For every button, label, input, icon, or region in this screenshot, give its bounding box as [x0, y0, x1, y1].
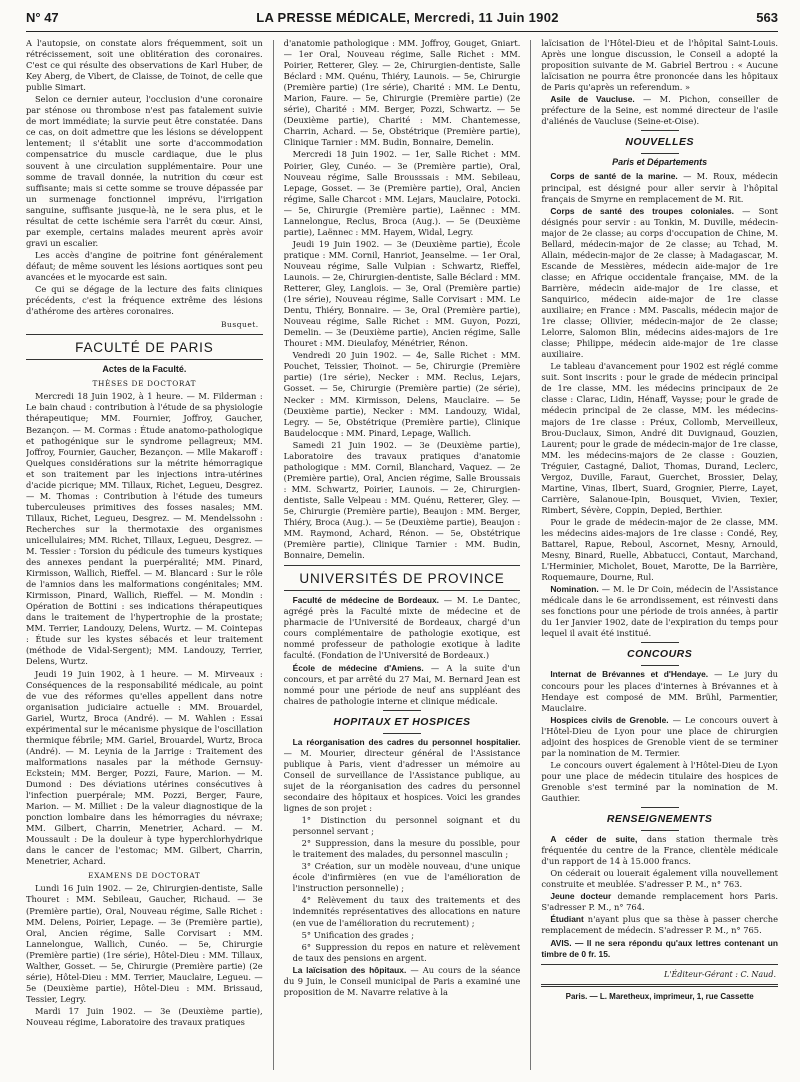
editeur-gerant: L'Éditeur-Gérant : C. Naud.: [663, 969, 776, 979]
avis-notice: AVIS. — Il ne sera répondu qu'aux lettres contenant un timbre de 0 fr. 15.: [541, 937, 778, 959]
nouvelles-text: Le tableau d'avancement pour 1902 est réglé comme suit. Sont inscrits : pour le grade de médecin principal de 1re classe, MM. les médecins principaux de 2e classe : Clarac, Lidin, Hénaff, Vaysse; pour le grade de médecin principal de 2e classe, MM. les médecins-majors de 1re classe : Préux, Collomb, Merveilleux, Brou-Duclaux, Simon, André dit Duvignaud, Gouzien, Laurent; pour le grade de médecin-major de 1re classe, MM. les médecins-majors de 2e classe : Gouzien, Tréguier, Castagné, Daliot, Thomas, Durand, Leclerc, Vergoz, Duville, Faraut, Guerchet, Brossier, Delay, Martine, Vinas, Ilbert, Suard, Grognier, Pierre, Layet, Carrière, Salanoue-Ipin, Bousquet, Vivien, Texier, Rimbert, Sévère, Coppin, Depied, Berthier.: [541, 361, 778, 515]
intro-paragraph: Ce qui se dégage de la lecture des faits cliniques précédents, c'est la fréquence extrême des lésions d'athérome des artères coronaires.: [26, 284, 263, 317]
section-title-universites: UNIVERSITÉS DE PROVINCE: [299, 571, 505, 587]
section-title-renseignements: RENSEIGNEMENTS: [606, 813, 713, 826]
column-3: [541, 38, 778, 1078]
small-divider: [641, 130, 679, 131]
subsection-paris-departements: Paris et Départements: [612, 157, 708, 168]
intro-paragraph: Les accès d'angine de poitrine font généralement défaut; de même souvent les lésions aortiques sont peu avancées et le myocarde est sain.: [26, 249, 263, 282]
renseignement-label: Étudiant: [550, 914, 584, 925]
small-divider: [641, 830, 679, 831]
examens-day: Samedi 21 Juin 1902. — 3e (Deuxième partie), Laboratoire des travaux pratiques d'anatomie pathologique : MM. Cornil, Blanchard, Vaquez. — 2e (Première partie), Oral, Ancien régime, Salle Broussais : MM. Schwartz, Poirier, Launois. — 2e, Chirurgien-dentiste, Salle Velpeau : MM. Quénu, Retterer, Gley. — 5e, Chirurgie (Première partie), Beaujon : MM. Berger, Thiéry, Broca (Aug.). — 5e (Deuxième partie), Beaujon : MM. Raymond, Achard, Rénon. — 5e, Obstétrique (Première partie), Clinique Tarnier : MM. Budin, Bonnaire, Demelin.: [283, 439, 521, 561]
column-divider: [273, 40, 274, 1070]
univ-text: — A la suite d'un concours, et par arrêté du 27 Mai, M. Bernard Jean est nommé pour une période de neuf ans suppléant des chaires de pathologie interne et clinique médicale.: [283, 662, 521, 706]
univ-label: Faculté de médecine de Bordeaux.: [292, 595, 439, 606]
small-divider: [641, 642, 679, 643]
reorg-item: 3° Création, sur un modèle nouveau, d'une unique école d'infirmières (en vue de l'amélioration de l'instruction personnelle) ;: [292, 861, 521, 894]
nouvelles-text: — M. Roux, médecin principal, est désigné pour aller servir à l'hôpital français de Smyrne en remplacement de M. Rit.: [541, 171, 778, 204]
examens-heading: EXAMENS DE DOCTORAT: [88, 871, 201, 881]
reorg-item: 2° Suppression, dans la mesure du possible, pour le traitement des malades, du personnel masculin ;: [292, 838, 521, 860]
concours-text: Le concours ouvert également à l'Hôtel-Dieu de Lyon pour une place de médecin titulaire des hospices de Grenoble s'est terminé par la nomination de M. Gauthier.: [541, 759, 778, 803]
concours-text: — Le concours ouvert à l'Hôtel-Dieu de Lyon pour une place de chirurgien adjoint des hospices de Grenoble vient de se terminer par la nomination de M. Termier.: [541, 714, 778, 758]
nouvelles-text: — M. le Dr Coin, médecin de l'Assistance médicale dans le 6e arrondissement, est réinvesti dans ses fonctions pour une période de trois années, à partir du 1er Janvier 1902, date de l'expiration du temps pour lequel il avait été institué.: [541, 584, 778, 639]
issue-number: N° 47: [26, 10, 59, 25]
subsection-title-actes: Actes de la Faculté.: [102, 364, 187, 375]
renseignement-text: On céderait ou louerait également villa nouvellement construite et meublée. S'adresser P. M., n° 763.: [541, 868, 778, 890]
concours-label: Hospices civils de Grenoble.: [550, 714, 669, 725]
theses-heading: THÈSES DE DOCTORAT: [92, 379, 197, 389]
examens-day: Vendredi 20 Juin 1902. — 4e, Salle Richet : MM. Pouchet, Teissier, Thoinot. — 5e, Chirurgie (Première partie) (1re série), Necker : MM. Reclus, Lejars, Gosset. — 5e, Chirurgie (Première partie) (2e série), Necker : MM. Kirmisson, Delens, Mauclaire. — 5e (Deuxième partie), Necker : MM. Landouzy, Widal, Legry. — 5e, Obstétrique (Première partie), Clinique Baudelocque : MM. Pinard, Lepage, Wallich.: [283, 350, 521, 438]
renseignement-text: n'ayant plus que sa thèse à passer cherche remplacement de médecin. S'adresser P. M., n° 765.: [541, 914, 778, 936]
concours-label: Internat de Brévannes et d'Hendaye.: [550, 669, 709, 680]
univ-text: — M. Le Dantec, agrégé près la Faculté mixte de médecine et de pharmacie de l'Université de Bordeaux, chargé d'un cours complémentaire de pathologie exotique, est nommé professeur de pathologie exotique à ladite faculté. (Fondation de l'Université de Bordeaux.): [283, 595, 521, 661]
small-divider: [383, 710, 421, 711]
nouvelles-text: Pour le grade de médecin-major de 2e classe, MM. les médecins aides-majors de 1re classe : Condé, Rey, Battarel, Rapue, Reboul, Ascornet, Mesny, Arnould, Mesny, Binard, Ruelle, Abbatucci, Contaut, Marchand, L'Herminier, Micholet, Bouet, Marotte, De la Barrière, Roquemaure, Dourne, Rul.: [541, 516, 778, 583]
theses-paragraph: Jeudi 19 Juin 1902, à 1 heure. — M. Mirveaux : Conséquences de la responsabilité médicale, au point de vue des réformes qu'elles appellent dans notre organisation judiciaire actuelle : MM. Brouardel, Gariel, Wurtz, Broca (André). — M. Wahlen : Essai expérimental sur le mécanisme physique de l'oscillation thermique fébrile; MM. Gariel, Brouardel, Wurtz, Broca (André). — M. Leynia de la Jarrige : Traitement des malformations nasales par la méthode Gernsuy-Eckstein; MM. Berger, Pozzi, Faure, Marion. — M. Dumond : Des déviations utérines consécutives à l'infection puerpérale; MM. Pozzi, Berger, Faure, Marion. — M. Milliet : De la valeur diagnostique de la ponction lombaire dans les hémorragies du névraxe; MM. Gilbert, Charrin, Menetrier, Achard. — M. Moussault : De la douleur à type hyperchlorhydrique dans le cancer de l'estomac; MM. Gilbert, Charrin, Menetrier, Achard.: [26, 668, 263, 867]
nouvelles-text: — Sont désignés pour servir : au Tonkin, M. Duville, médecin-major de 2e classe; au corps d'occupation de Chine, M. Bellard, médecin-major de 2e classe; au Tchad, M. Allain, médecin-major de 2e classe; à Madagascar, M. Escande de Messières, médecin aide-major de 1re classe; en Afrique occidentale française, MM. de la Barrière, médecin aide-major de 1re classe, et Sanquirico, médecin aide-major de 1re classe auxiliaire; en France : MM. Pascalis, médecin major de 1re classe; Ollivier, médecin-major de 2e classe; Lelorre, Salomon Blin, médecins aides-majors de 1re classe; Philippe, médecin aide-major de 1re classe auxiliaire.: [541, 205, 778, 360]
journal-title: LA PRESSE MÉDICALE, Mercredi, 11 Juin 1902: [256, 10, 559, 25]
nouvelles-label: Corps de santé des troupes coloniales.: [550, 205, 734, 216]
small-divider: [383, 733, 421, 734]
renseignement-text: dans station thermale très fréquentée du centre de la France, clientèle médicale d'un rapport de 14 à 15.000 francs.: [541, 834, 778, 867]
examens-day: Mercredi 18 Juin 1902. — 1er, Salle Richet : MM. Poirier, Gley, Cunéo. — 3e (Première partie), Oral, Nouveau régime, Salle Brousssais : MM. Sebileau, Lepage, Gosset. — 3e (Première partie), Oral, Ancien régime, Salle Charcot : MM. Lejars, Mauclaire, Potocki. — 5e, Chirurgie (Première partie), Laënnec : MM. Lannelongue, Reclus, Broca (Aug.). — 5e (Deuxième partie), Laënnec : MM. Hayem, Widal, Legry.: [283, 149, 521, 237]
column-2: [284, 38, 521, 1078]
nouvelles-label: Nomination.: [550, 584, 599, 595]
laicisation-label: La laïcisation des hôpitaux.: [292, 964, 407, 975]
reorg-text: — M. Mourier, directeur général de l'Assistance publique à Paris, vient d'adresser un mémoire au Conseil de surveillance de l'Assistance publique, au sujet de la réorganisation des cadres du personnel secondaire des hôpitaux et hospices. Voici les grandes lignes de son projet :: [283, 747, 521, 814]
column-divider: [530, 40, 531, 1070]
printer-line: Paris. — L. Maretheux, imprimeur, 1, rue Cassette: [565, 991, 754, 1001]
reorg-label: La réorganisation des cadres du personnel hospitalier.: [292, 736, 521, 747]
examens-paragraph: Lundi 16 Juin 1902. — 2e, Chirurgien-dentiste, Salle Thouret : MM. Sebileau, Gaucher, Richaud. — 3e (Première partie), Oral, Nouveau régime, Salle Richet : MM. Delens, Poirier, Lepage. — 3e (Première partie), Oral, Ancien régime, Salle Corvisart : MM. Lannelongue, Wallich, Cunéo. — 5e, Chirurgie (Première partie) (1re série), Hôtel-Dieu : MM. Tillaux, Walther, Gosset. — 5e, Chirurgie (Première partie) (2e série), Hôtel-Dieu : MM. Terrier, Mauclaire, Legueu. — 5e (Deuxième partie), Hôtel-Dieu : MM. Brissaud, Tessier, Legry.: [26, 883, 263, 1004]
small-divider: [641, 665, 679, 666]
vaucluse-label: Asile de Vaucluse.: [550, 94, 635, 105]
three-column-body: [26, 38, 778, 1078]
section-title-nouvelles: NOUVELLES: [625, 136, 694, 149]
article-signature: Busquet.: [221, 320, 259, 330]
examens-continuation: d'anatomie pathologique : MM. Joffroy, Gouget, Gniart. — 1er Oral, Nouveau régime, Salle Richet : MM. Poirier, Retterer, Gley. — 2e, Chirurgien-dentiste, Salle Béclard : MM. Quénu, Thiéry, Launois. — 5e, Chirurgie (Première partie) (1re série), Charité : MM. Le Dentu, Marion, Faure. — 5e, Chirurgie (Première partie) (2e série), Charité : MM. Berger, Pozzi, Schwartz. — 5e (Deuxième partie), Charité : MM. Chantemesse, Charrin, Achard. — 5e, Obstétrique (Première partie), Clinique Tarnier : MM. Budin, Bonnaire, Demelin.: [283, 38, 521, 148]
section-divider: [284, 565, 521, 566]
renseignement-label: Jeune docteur: [550, 891, 612, 902]
laicisation-continuation: laïcisation de l'Hôtel-Dieu et de l'hôpital Saint-Louis. Après une longue discussion, le Conseil a adopté la proposition suivante de M. Gabriel Bertrou : « Aucune laïcisation ne pourra être prononcée dans les hôpitaux de Paris qu'après un referendum. »: [541, 38, 778, 93]
section-title-faculte: FACULTÉ DE PARIS: [75, 340, 214, 356]
small-divider: [641, 807, 679, 808]
small-divider: [641, 153, 679, 154]
renseignement-label: A céder de suite,: [550, 834, 638, 845]
reorg-item: 4° Relèvement du taux des traitements et des indemnités représentatives des allocations en nature (en vue de l'amélioration du recrutement) ;: [292, 895, 521, 928]
section-divider: [284, 590, 521, 591]
section-divider: [541, 984, 778, 987]
nouvelles-label: Corps de santé de la marine.: [550, 171, 678, 182]
section-title-concours: CONCOURS: [627, 648, 693, 661]
intro-paragraph: Selon ce dernier auteur, l'occlusion d'une coronaire par sténose ou thrombose n'est pas fatalement suivie de mort immédiate; la survie peut être constatée. Dans ce cas, on doit admettre que les lésions se développent lentement; il s'établit une sorte d'accommodation compensatrice du muscle cardiaque, due le plus souvent à une circulation supplémentaire. Pour une somme de travail donnée, la nutrition du cœur est suffisante; mais si cette somme se trouve dépassée par un surmenage fonctionnel imprévu, l'irrigation sanguine, suffisante jusque-là, ne le sera plus, et le résultat de cette ischémie sera l'arrêt du cœur. Ainsi, par exemple, certains malades meurent après avoir gravi un escalier.: [26, 94, 263, 248]
section-divider: [26, 334, 263, 335]
reorg-item: 6° Suppression du repos en nature et relèvement de taux des pensions en argent.: [292, 941, 521, 963]
examens-day: Jeudi 19 Juin 1902. — 3e (Deuxième partie), École pratique : MM. Cornil, Hanriot, Jeanselme. — 1er Oral, Nouveau régime, Salle Vulpian : Schwartz, Rieffel, Launois. — 2e, Chirurgien-dentiste, Salle Béclard : MM. Retterer, Gley, Langlois. — 3e, Oral (Première partie) (1re série), Nouveau régime, Salle Corvisart : MM. Le Dentu, Thiéry, Bonnaire. — 3e, Oral (Première partie), Nouveau régime, Salle Richet : MM. Guyon, Pozzi, Demelin. — 3e (Deuxième partie), Ancien régime, Salle Thouret : MM. Dieulafoy, Ménétrier, Rénon.: [283, 238, 521, 349]
vaucluse-text: — M. Pichon, conseiller de préfecture de la Seine, est nommé directeur de l'asile d'aliénés de Vaucluse (Seine-et-Oise).: [541, 94, 778, 127]
section-divider: [541, 964, 778, 965]
column-1: [26, 38, 263, 1078]
section-divider: [26, 359, 263, 360]
page-number: 563: [756, 10, 778, 25]
reorg-item: 1° Distinction du personnel soignant et du personnel servant ;: [292, 815, 521, 837]
running-header: [26, 10, 778, 32]
reorg-item: 5° Unification des grades ;: [301, 929, 415, 940]
section-title-hopitaux: HOPITAUX ET HOSPICES: [333, 715, 471, 728]
concours-text: — Le jury du concours pour les places d'internes à Brévannes et à Hendaye est composé de MM. Brühl, Parmentier, Mauclaire.: [541, 669, 778, 713]
theses-paragraph: Mercredi 18 Juin 1902, à 1 heure. — M. Filderman : Le bain chaud : contribution à l'étude de sa physiologie thérapeutique; MM. Fournier, Joffroy, Gaucher, Bezançon. — M. Cormas : Étude anatomo-pathologique et pathogénique sur le syndrome pellagreux; MM. Joffroy, Fournier, Gaucher, Bezançon. — Mlle Makaroff : Quelques considérations sur la métrite hémorragique et son traitement par les injections intra-utérines d'acide picrique; MM. Tillaux, Richet, Legueu, Desgrez. — M. Thomas : Contribution à l'étude des tumeurs tuberculeuses primitives des fosses nasales; MM. Tillaux, Richet, Legueu, Desgrez. — M. Mendelssohn : Recherches sur la thermotaxie des organismes unicellulaires; MM. Richet, Tillaux, Legueu, Desgrez. — M. Tessier : Torsion du pédicule des tumeurs kystiques des annexes pendant la puerpéralité; MM. Pinard, Kirmisson, Wallich, Rieffel. — M. Blancard : Sur le rôle de l'amnios dans les malformations congénitales; MM. Kirmisson, Pinard, Wallich, Rieffel. — M. Mondin : Opération de Bottini : ses indications thérapeutiques dans le traitement de l'hypertrophie de la prostate; MM. Terrier, Landouzy, Delens, Wurtz. — M. Cointepas : Étude sur les kystes sébacés et leur traitement (méthode de Vidal-Sergent); MM. Landouzy, Terrier, Delens, Wurtz.: [26, 391, 263, 667]
univ-label: École de médecine d'Amiens.: [292, 662, 424, 673]
reorg-list: [284, 815, 521, 964]
renseignement-text: demande remplacement hors Paris. S'adresser P. M., n° 764.: [541, 891, 778, 913]
examens-paragraph: Mardi 17 Juin 1902. — 3e (Deuxième partie), Nouveau régime, Laboratoire des travaux pratiques: [26, 1005, 263, 1027]
laicisation-text: — Au cours de la séance du 9 Juin, le Conseil municipal de Paris a examiné une proposition de M. Navarre relative à la: [283, 964, 521, 997]
intro-paragraph: A l'autopsie, on constate alors fréquemment, soit un rétrécissement, soit une oblitération des coronaires. C'est ce qui résulte des observations de Karl Huber, de Key Aberg, de Vibert, de Claisse, de Toinot, de celle que publie Simart.: [26, 38, 263, 93]
